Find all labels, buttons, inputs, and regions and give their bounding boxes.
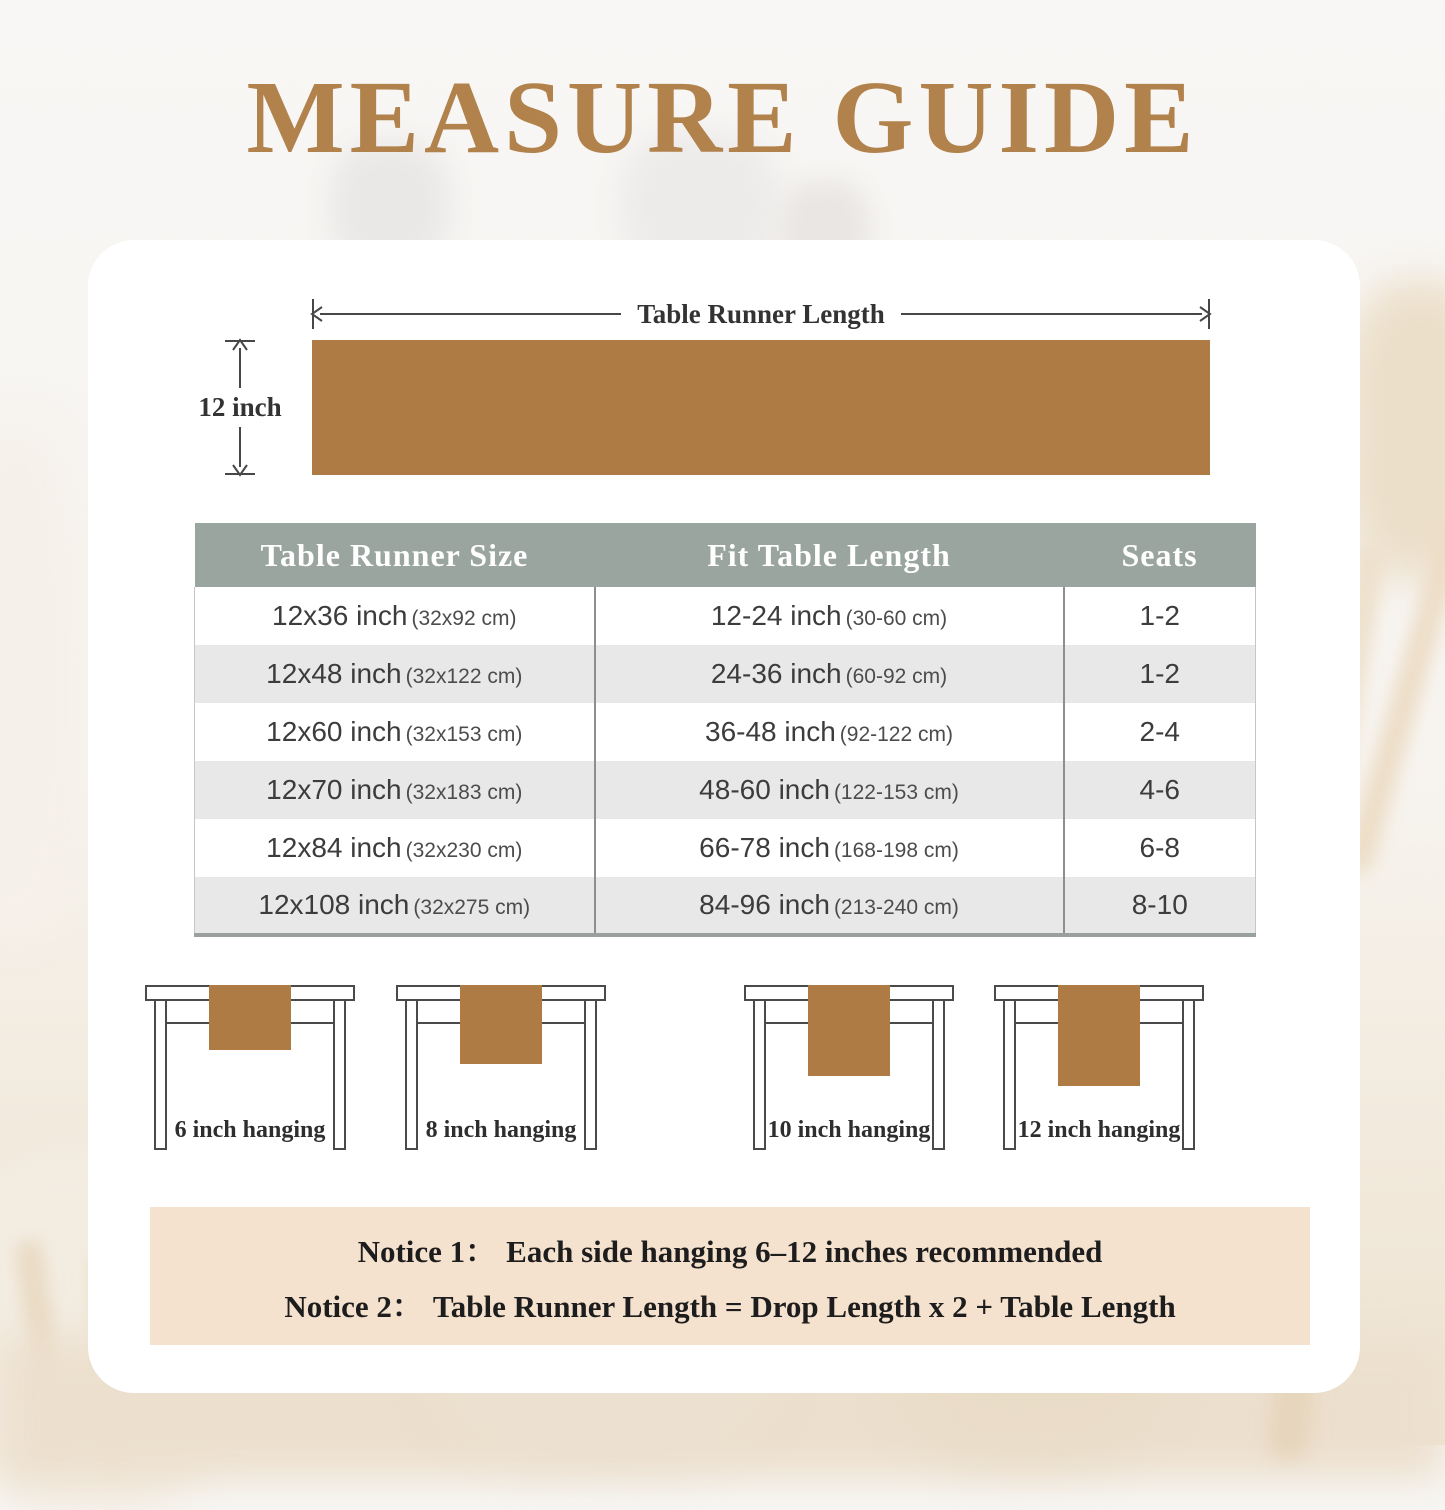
column-header-seats: Seats — [1064, 523, 1256, 587]
notice-line-2 — [284, 1281, 1175, 1326]
column-header-fit: Fit Table Length — [595, 523, 1064, 587]
table-row — [195, 761, 1256, 819]
hanging-examples — [88, 985, 1360, 1175]
seats-cell: 1-2 — [1064, 645, 1256, 703]
hanging-label: 8 inch hanging — [425, 1117, 577, 1143]
notice-box — [150, 1207, 1310, 1345]
runner-drape — [460, 985, 542, 1064]
runner-size-cell: 12x60 inch (32x153 cm) — [266, 716, 523, 747]
size-chart-header-row — [195, 523, 1256, 587]
measure-guide-card — [88, 240, 1360, 1393]
dimension-tick — [1208, 299, 1210, 329]
width-dimension-label: 12 inch — [198, 392, 282, 422]
column-header-size: Table Runner Size — [195, 523, 595, 587]
dimension-tick — [225, 473, 255, 475]
runner-size-cell: 12x70 inch (32x183 cm) — [266, 774, 523, 805]
table-runner-swatch — [312, 340, 1210, 475]
table-illustration — [744, 985, 954, 1170]
table-row — [195, 587, 1256, 645]
hanging-label: 10 inch hanging — [767, 1117, 931, 1143]
runner-size-cell: 12x48 inch (32x122 cm) — [266, 658, 523, 689]
seats-cell: 2-4 — [1064, 703, 1256, 761]
notice-label: Notice 2： — [284, 1289, 423, 1324]
table-row — [195, 645, 1256, 703]
fit-length-cell: 48-60 inch (122-153 cm) — [595, 761, 1064, 819]
runner-size-cell: 12x84 inch (32x230 cm) — [266, 832, 523, 863]
fit-length-cell: 66-78 inch (168-198 cm) — [595, 819, 1064, 877]
width-dimension — [182, 340, 298, 475]
notice-line-1 — [358, 1226, 1103, 1271]
length-dimension — [312, 298, 1210, 330]
seats-cell: 4-6 — [1064, 761, 1256, 819]
runner-drape — [1058, 985, 1140, 1086]
hanging-label: 6 inch hanging — [174, 1117, 326, 1143]
notice-text: Each side hanging 6–12 inches recommended — [506, 1234, 1103, 1269]
dimension-line — [239, 348, 241, 388]
size-chart — [194, 523, 1256, 937]
hanging-label: 12 inch hanging — [1017, 1117, 1181, 1143]
dimension-line — [239, 427, 241, 467]
seats-cell: 1-2 — [1064, 587, 1256, 645]
seats-cell: 8-10 — [1064, 877, 1256, 935]
fit-length-cell: 84-96 inch (213-240 cm) — [595, 877, 1064, 935]
table-row — [195, 877, 1256, 935]
runner-drape — [808, 985, 890, 1076]
table-illustration — [145, 985, 355, 1170]
seats-cell: 6-8 — [1064, 819, 1256, 877]
fit-length-cell: 12-24 inch (30-60 cm) — [595, 587, 1064, 645]
notice-text: Table Runner Length = Drop Length x 2 + Table Length — [432, 1289, 1176, 1324]
notice-label: Notice 1： — [357, 1234, 497, 1269]
runner-size-cell: 12x36 inch (32x92 cm) — [272, 600, 517, 631]
table-illustration — [994, 985, 1204, 1170]
fit-length-cell: 24-36 inch (60-92 cm) — [595, 645, 1064, 703]
dimension-line — [320, 313, 621, 315]
runner-drape — [209, 985, 291, 1050]
bg-blur-shape — [0, 420, 90, 940]
table-row — [195, 819, 1256, 877]
runner-size-cell: 12x108 inch (32x275 cm) — [258, 889, 531, 920]
fit-length-cell: 36-48 inch (92-122 cm) — [595, 703, 1064, 761]
table-illustration — [396, 985, 606, 1170]
dimension-line — [901, 313, 1202, 315]
length-dimension-label: Table Runner Length — [637, 298, 885, 329]
page-title: MEASURE GUIDE — [246, 60, 1199, 175]
table-row — [195, 703, 1256, 761]
